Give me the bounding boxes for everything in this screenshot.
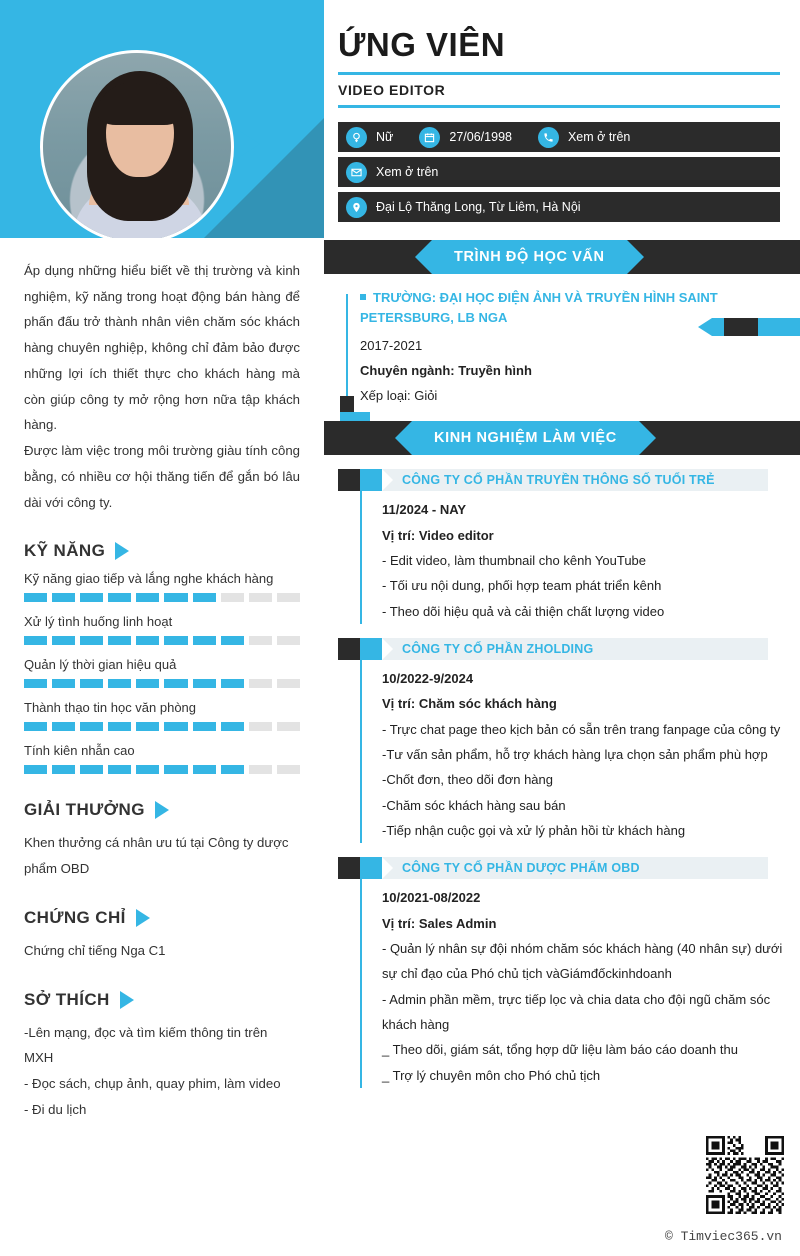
contact-gender-value: Nữ (376, 130, 394, 144)
experience-details (360, 879, 800, 1088)
skill-item (24, 614, 300, 645)
skill-item (24, 743, 300, 774)
contact-phone (538, 127, 630, 148)
arrow-icon (155, 801, 169, 819)
experience-duty: _ Trợ lý chuyên môn cho Phó chủ tịch (382, 1067, 601, 1083)
company-name: CÔNG TY CỔ PHẦN ZHOLDING (402, 642, 594, 656)
skill-pip (80, 636, 103, 645)
experience-details (360, 491, 800, 624)
skill-pip (164, 636, 187, 645)
skill-pip (221, 636, 244, 645)
education-side-tag-dark (724, 318, 758, 336)
skill-pip (277, 636, 300, 645)
skill-pip (164, 679, 187, 688)
contact-row-3 (338, 192, 780, 222)
contact-row-2 (338, 157, 780, 187)
contact-dob-value: 27/06/1998 (449, 130, 512, 144)
experience-period: 10/2022-9/2024 (382, 671, 474, 686)
experience-timeline (360, 660, 362, 843)
experience-company-bar (338, 469, 800, 491)
skill-pip (24, 722, 47, 731)
header-block (324, 0, 800, 108)
experience-period: 10/2021-08/2022 (382, 890, 481, 906)
education-ribbon (432, 240, 627, 274)
contact-address (346, 197, 581, 218)
education-band (324, 240, 800, 274)
skill-pip (108, 636, 131, 645)
contact-gender (346, 127, 393, 148)
skill-pip (193, 679, 216, 688)
role-bar (338, 72, 780, 108)
speech-tail (238, 130, 260, 158)
arrow-icon (120, 991, 134, 1009)
skill-pip (136, 636, 159, 645)
skill-pip (80, 679, 103, 688)
qr-code[interactable] (706, 1136, 784, 1214)
skill-pip (52, 765, 75, 774)
experience-item (324, 469, 800, 624)
experience-duty: -Chăm sóc khách hàng sau bán (382, 797, 566, 813)
skill-pip (52, 679, 75, 688)
skill-pip (221, 679, 244, 688)
contact-email (346, 162, 438, 183)
right-column (324, 0, 800, 1256)
experience-duty: - Trực chat page theo kịch bản có sẵn trên trang fanpage của công ty (382, 721, 781, 737)
arrow-icon (115, 542, 129, 560)
skill-pip (24, 679, 47, 688)
education-block (324, 288, 800, 403)
calendar-icon (419, 127, 440, 148)
skill-pip (221, 593, 244, 602)
experience-timeline (360, 491, 362, 624)
experience-duty: - Admin phần mềm, trực tiếp lọc và chia data cho đội ngũ chăm sóc khách hàng (382, 991, 771, 1033)
avatar (40, 50, 234, 238)
skill-pip (164, 765, 187, 774)
skill-pip (164, 722, 187, 731)
hobbies-list (24, 1020, 300, 1123)
certificates-title: CHỨNG CHỈ (24, 907, 126, 927)
experience-position: Vị trí: Video editor (382, 527, 494, 543)
skill-pip (24, 636, 47, 645)
education-side-tag (712, 318, 800, 336)
skill-pip (80, 765, 103, 774)
job-role: VIDEO EDITOR (338, 82, 446, 98)
skill-name: Tính kiên nhẫn cao (24, 743, 135, 759)
skill-pip (277, 722, 300, 731)
skill-pip (108, 593, 131, 602)
company-name: CÔNG TY CỔ PHẦN TRUYỀN THÔNG SỐ TUỔI TRẺ (402, 473, 715, 488)
summary-block (24, 258, 300, 515)
awards-heading (24, 800, 300, 820)
experience-item (324, 857, 800, 1088)
company-bar-dark (338, 469, 360, 491)
company-label (382, 857, 768, 879)
summary-paragraph-1: Áp dụng những hiểu biết về thị trường và kinh nghiệm, kỹ năng trong hoạt động bán hàng để phấn đấu trở thành nhân viên chăm sóc khách hàng chuyên nghiệp, không chỉ đảm bảo được những lợi ích thiết thực cho khách hàng mà còn giúp công ty mở rộng hơn nữa tập khách hàng. (24, 263, 300, 433)
awards-body (24, 830, 300, 881)
phone-icon (538, 127, 559, 148)
skill-pip (52, 593, 75, 602)
education-content (338, 288, 800, 403)
education-school-text: TRƯỜNG: ĐẠI HỌC ĐIỆN ẢNH VÀ TRUYỀN HÌNH SAINT PETERSBURG, LB NGA (360, 290, 718, 326)
candidate-name: ỨNG VIÊN (338, 26, 506, 63)
skill-pip (52, 636, 75, 645)
company-bar-accent (360, 857, 382, 879)
skill-pip (193, 593, 216, 602)
experience-ribbon (412, 421, 639, 455)
skill-pip (108, 722, 131, 731)
gender-icon (346, 127, 367, 148)
skill-level-meter (24, 765, 300, 774)
certificates-text: Chứng chỉ tiếng Nga C1 (24, 942, 166, 958)
skill-pip (277, 679, 300, 688)
skill-pip (80, 722, 103, 731)
email-icon (346, 162, 367, 183)
company-bar-accent (360, 469, 382, 491)
company-bar-accent (360, 638, 382, 660)
experience-position: Vị trí: Chăm sóc khách hàng (382, 696, 557, 712)
experience-duty: - Tối ưu nội dung, phối hợp team phát triển kênh (382, 578, 662, 594)
experience-duty: -Tư vấn sản phẩm, hỗ trợ khách hàng lựa chọn sản phẩm phù hợp (382, 747, 768, 763)
skill-name: Thành thạo tin học văn phòng (24, 700, 197, 716)
contact-dob (419, 127, 512, 148)
awards-text: Khen thưởng cá nhân ưu tú tại Công ty dược phẩm OBD (24, 835, 289, 877)
skill-pip (52, 722, 75, 731)
skill-pip (249, 679, 272, 688)
skill-pip (249, 636, 272, 645)
skills-heading (24, 541, 300, 561)
experience-company-bar (338, 857, 800, 879)
hobby-item: -Lên mạng, đọc và tìm kiếm thông tin trên MXH (24, 1024, 268, 1066)
experience-duty: - Edit video, làm thumbnail cho kênh YouTube (382, 552, 647, 568)
skill-pip (277, 765, 300, 774)
summary-paragraph-2: Được làm việc trong môi trường giàu tính công bằng, có nhiều cơ hội thăng tiến để gắn bó lâu dài với công ty. (24, 443, 300, 510)
skill-name: Quản lý thời gian hiệu quả (24, 657, 177, 673)
company-bar-dark (338, 638, 360, 660)
skill-pip (221, 722, 244, 731)
left-column (0, 0, 324, 1256)
experience-band (324, 421, 800, 455)
bullet-icon (360, 294, 366, 300)
skill-pip (24, 593, 47, 602)
skill-pip (136, 679, 159, 688)
qr-code-image (706, 1136, 784, 1214)
experience-details (360, 660, 800, 843)
education-grade: Xếp loại: Giỏi (360, 388, 438, 404)
arrow-icon (136, 909, 150, 927)
skill-pip (108, 765, 131, 774)
skill-pip (249, 722, 272, 731)
experience-band-title: KINH NGHIỆM LÀM VIỆC (434, 430, 617, 447)
education-timeline (346, 294, 348, 397)
skill-name: Xử lý tình huống linh hoạt (24, 614, 173, 630)
contact-phone-value: Xem ở trên (567, 130, 631, 144)
contact-address-value: Đại Lộ Thăng Long, Từ Liêm, Hà Nội (376, 200, 581, 214)
contact-row-1 (338, 122, 780, 152)
left-content (0, 238, 324, 1122)
skill-level-meter (24, 722, 300, 731)
skill-item (24, 571, 300, 602)
skill-pip (136, 765, 159, 774)
skill-pip (277, 593, 300, 602)
company-label (382, 638, 768, 660)
company-name: CÔNG TY CỔ PHẦN DƯỢC PHẨM OBD (402, 861, 640, 876)
skill-item (24, 700, 300, 731)
skill-level-meter (24, 679, 300, 688)
skill-name: Kỹ năng giao tiếp và lắng nghe khách hàng (24, 571, 274, 587)
skill-pip (249, 593, 272, 602)
skill-level-meter (24, 636, 300, 645)
experience-item (324, 638, 800, 843)
hobby-item: - Đọc sách, chụp ảnh, quay phim, làm video (24, 1076, 281, 1092)
skill-pip (164, 593, 187, 602)
skill-pip (193, 636, 216, 645)
education-major: Chuyên ngành: Truyền hình (360, 363, 532, 379)
skill-pip (136, 593, 159, 602)
certificates-heading (24, 908, 300, 928)
skill-level-meter (24, 593, 300, 602)
location-icon (346, 197, 367, 218)
photo-header (0, 0, 324, 238)
experience-duty: -Tiếp nhận cuộc gọi và xử lý phản hồi từ khách hàng (382, 823, 686, 839)
skill-pip (249, 765, 272, 774)
certificates-body (24, 938, 300, 964)
education-band-title: TRÌNH ĐỘ HỌC VẤN (454, 249, 605, 265)
experience-duty: - Theo dõi hiệu quả và cải thiện chất lượng video (382, 603, 665, 619)
experience-position: Vị trí: Sales Admin (382, 915, 497, 931)
skill-pip (193, 765, 216, 774)
skill-item (24, 657, 300, 688)
company-label (382, 469, 768, 491)
experience-company-bar (338, 638, 800, 660)
skill-pip (193, 722, 216, 731)
experience-period: 11/2024 - NAY (382, 502, 467, 518)
contact-email-value: Xem ở trên (376, 165, 439, 179)
education-years: 2017-2021 (360, 338, 423, 354)
skill-pip (221, 765, 244, 774)
skill-pip (136, 722, 159, 731)
experience-list (324, 469, 800, 1088)
experience-duty: _ Theo dõi, giám sát, tổng hợp dữ liệu làm báo cáo doanh thu (382, 1042, 738, 1058)
skills-list (24, 571, 300, 774)
company-bar-dark (338, 857, 360, 879)
footer-credit: © Timviec365.vn (664, 1229, 782, 1244)
hobby-item: - Đi du lịch (24, 1101, 87, 1117)
skill-pip (108, 679, 131, 688)
skills-title: KỸ NĂNG (24, 541, 106, 561)
skill-pip (24, 765, 47, 774)
awards-title: GIẢI THƯỞNG (24, 800, 145, 820)
hobbies-title: SỞ THÍCH (24, 989, 110, 1009)
hobbies-heading (24, 990, 300, 1010)
experience-timeline (360, 879, 362, 1088)
experience-duty: - Quản lý nhân sự đội nhóm chăm sóc khách hàng (40 nhân sự) dưới sự chỉ đạo của Phó chủ tịch vàGiámđốckinhdoanh (382, 941, 783, 982)
experience-duty: -Chốt đơn, theo dõi đơn hàng (382, 772, 553, 788)
skill-pip (80, 593, 103, 602)
contact-block (338, 122, 780, 222)
